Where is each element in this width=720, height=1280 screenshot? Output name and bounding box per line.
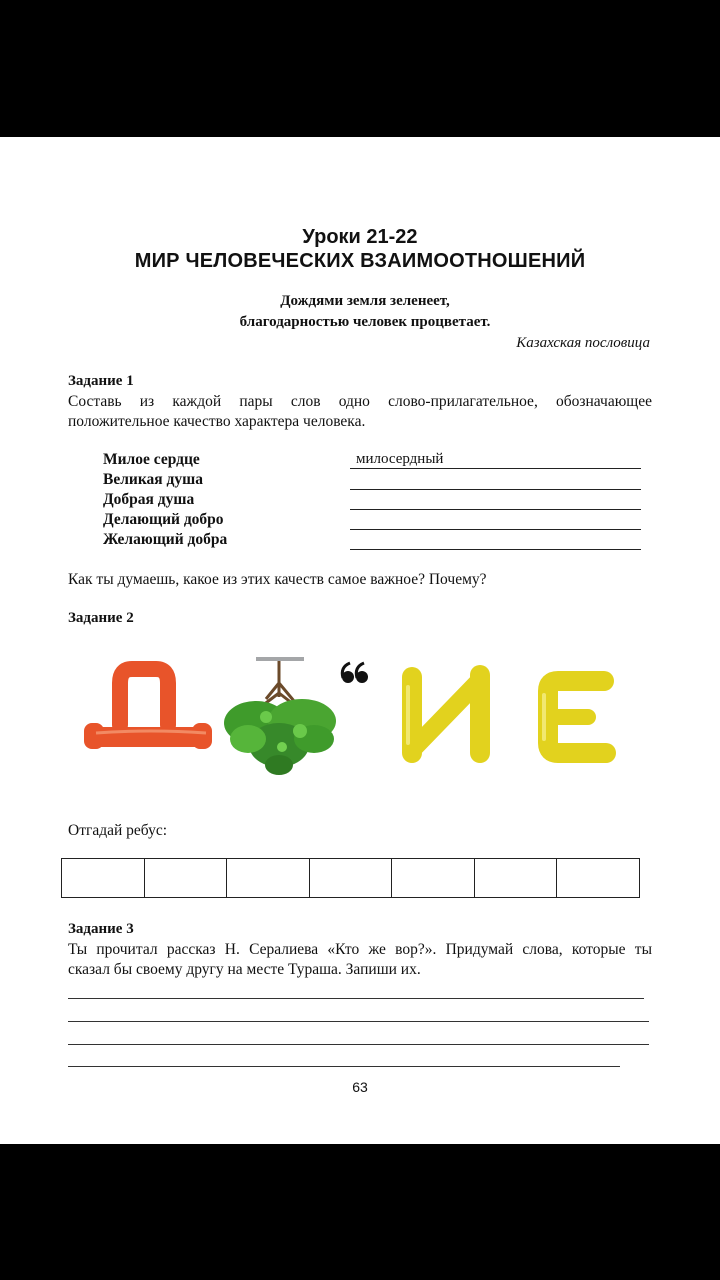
letter-d-plasticine	[84, 669, 212, 749]
writing-line[interactable]	[68, 1044, 649, 1045]
answer-cell[interactable]	[310, 859, 393, 897]
word-pair: Делающий добро	[103, 511, 224, 528]
task1-heading: Задание 1	[68, 373, 134, 389]
answer-line[interactable]	[350, 529, 641, 530]
page-title: МИР ЧЕЛОВЕЧЕСКИХ ВЗАИМООТНОШЕНИЙ	[134, 250, 586, 272]
answer-cell[interactable]	[227, 859, 310, 897]
word-pair: Желающий добра	[103, 531, 228, 548]
answer-cell[interactable]	[475, 859, 558, 897]
answer-line[interactable]	[350, 549, 641, 550]
page-number: 63	[352, 1079, 368, 1095]
rebus-picture	[70, 647, 650, 787]
writing-line[interactable]	[68, 1066, 620, 1067]
answer-cell[interactable]	[145, 859, 228, 897]
answer-cell[interactable]	[392, 859, 475, 897]
task2-heading: Задание 2	[68, 610, 134, 626]
word-pair: Добрая душа	[103, 491, 195, 508]
writing-line[interactable]	[68, 1021, 649, 1022]
task1-text-line2: положительное качество характера человека.	[68, 413, 366, 430]
word-pair: Великая душа	[103, 471, 203, 488]
proverb-line-2: благодарностью человек процветает.	[239, 314, 491, 330]
task3-text-line2: сказал бы своему другу на месте Тураша. Запиши их.	[68, 961, 421, 978]
answer-text: милосердный	[356, 451, 444, 467]
answer-cell[interactable]	[62, 859, 145, 897]
workbook-page	[0, 137, 720, 1144]
word-pair: Милое сердце	[103, 451, 200, 468]
answer-line[interactable]	[350, 489, 641, 490]
task3-heading: Задание 3	[68, 921, 134, 937]
task1-question: Как ты думаешь, какое из этих качеств самое важное? Почему?	[68, 571, 487, 588]
answer-line[interactable]	[350, 468, 641, 469]
rebus-prompt: Отгадай ребус:	[68, 822, 168, 839]
rebus-answer-grid	[61, 858, 640, 898]
task3-text-line1: Ты прочитал рассказ Н. Сералиева «Кто же вор?». Придумай слова, которые ты	[68, 941, 652, 958]
letter-i-plasticine	[408, 675, 480, 753]
writing-line[interactable]	[68, 998, 644, 999]
rebus-comma-marks	[342, 663, 368, 683]
proverb-line-1: Дождями земля зеленеет,	[280, 293, 450, 309]
letter-e-plasticine	[544, 681, 606, 753]
upside-down-tree-icon	[224, 657, 336, 775]
answer-cell[interactable]	[557, 859, 639, 897]
answer-line[interactable]	[350, 509, 641, 510]
proverb-source: Казахская пословица	[516, 335, 650, 351]
lesson-number: Уроки 21-22	[302, 226, 418, 248]
task1-text-line1: Составь из каждой пары слов одно слово-прилагательное, обозначающее	[68, 393, 652, 410]
